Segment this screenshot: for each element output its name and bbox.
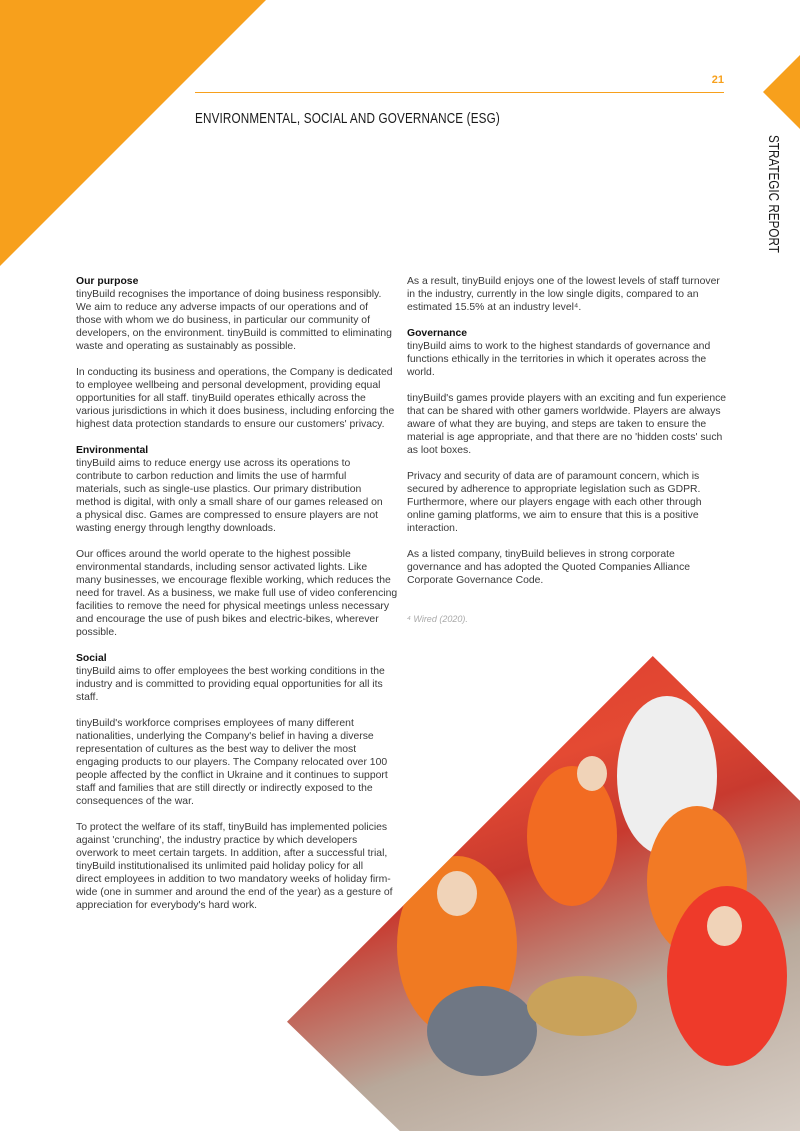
paragraph [76, 366, 406, 431]
paragraph [407, 340, 737, 379]
paragraph [407, 548, 737, 587]
paragraph [76, 665, 406, 704]
text-line: staff and families that are still directly or indirectly exposed to the [76, 783, 373, 794]
paragraph [76, 821, 406, 912]
text-line: staff. [76, 692, 99, 703]
text-line: to employee wellbeing and personal development, providing equal [76, 380, 381, 391]
paragraph [407, 392, 737, 457]
text-line: method is digital, with only a small share of our games released on [76, 497, 383, 508]
text-line: functions ethically in the territories in which it operates across the [407, 354, 707, 365]
text-line: secured by adherence to appropriate legislation such as GDPR. [407, 484, 701, 495]
text-line: appreciation for everybody's hard work. [76, 900, 258, 911]
text-line: tinyBuild recognises the importance of doing business responsibly. [76, 289, 382, 300]
text-line: We aim to reduce any adverse impacts of our operations and of [76, 302, 369, 313]
right-column [407, 275, 737, 626]
text-line: world. [407, 367, 435, 378]
section-label: STRATEGIC REPORT [765, 135, 782, 253]
heading-social: Social [76, 653, 107, 664]
text-line: wide (one in summer and around the end of the year) as a gesture of [76, 887, 393, 898]
text-line: As a listed company, tinyBuild believes in strong corporate [407, 549, 675, 560]
text-line: representation of cultures as the best way to deliver the most [76, 744, 357, 755]
text-line: Privacy and security of data are of paramount concern, which is [407, 471, 700, 482]
text-line: that can be shared with other gamers worldwide. Players are always [407, 406, 721, 417]
text-line: opportunities for all staff. tinyBuild operates ethically across the [76, 393, 366, 404]
heading-our-purpose: Our purpose [76, 276, 139, 287]
text-line: In conducting its business and operations, the Company is dedicated [76, 367, 393, 378]
left-column [76, 275, 406, 912]
text-line: governance and has adopted the Quoted Companies Alliance [407, 562, 691, 573]
text-line: in the industry, currently in the low single digits, compared to an [407, 289, 699, 300]
text-line: waste and operating as sustainably as possible. [76, 341, 297, 352]
text-line: Corporate Governance Code. [407, 575, 544, 586]
text-line: environmental standards, including sensor activated lights. Like [76, 562, 368, 573]
section-tab-marker [763, 55, 800, 129]
text-line: engaging products to our players. The Company relocated over 100 [76, 757, 388, 768]
footnote: ⁴ Wired (2020). [407, 614, 468, 624]
heading-environmental: Environmental [76, 445, 149, 456]
text-line: possible. [76, 627, 118, 638]
text-line: industry and is committed to providing equal opportunities for all its [76, 679, 383, 690]
text-line: aware of what they are buying, and steps are taken to ensure the [407, 419, 707, 430]
paragraph [407, 470, 737, 535]
text-line: those with whom we do business, in particular our community of [76, 315, 370, 326]
text-line: developers, on the environment. tinyBuild is committed to eliminating [76, 328, 392, 339]
text-line: interaction. [407, 523, 458, 534]
paragraph [76, 457, 406, 535]
text-line: consequences of the war. [76, 796, 194, 807]
text-line: wasting energy through lengthy downloads. [76, 523, 276, 534]
text-line: as loot boxes. [407, 445, 472, 456]
text-line: tinyBuild institutionalised its unlimited paid holiday policy for all [76, 861, 364, 872]
text-line: many businesses, we encourage flexible working, which reduces the [76, 575, 391, 586]
text-line: nationalities, underlying the Company's belief in having a diverse [76, 731, 374, 742]
paragraph [76, 717, 406, 808]
text-line: tinyBuild's games provide players with an exciting and fun experience [407, 393, 727, 404]
header-divider [195, 92, 724, 93]
text-line: tinyBuild aims to reduce energy use across its operations to [76, 458, 351, 469]
text-line: direct employees in addition to two mandatory weeks of holiday firm- [76, 874, 391, 885]
text-line: overwork to meet certain targets. In addition, after a successful trial, [76, 848, 388, 859]
text-line: tinyBuild aims to offer employees the best working conditions in the [76, 666, 385, 677]
text-line: online gaming platforms, we aim to ensure that this is a positive [407, 510, 699, 521]
page-number: 21 [711, 74, 724, 86]
paragraph [76, 288, 406, 353]
text-line: tinyBuild's workforce comprises employees of many different [76, 718, 354, 729]
text-line: facilities to remove the need for physical meetings unless necessary [76, 601, 390, 612]
text-line: Our offices around the world operate to the highest possible [76, 549, 351, 560]
page-title: ENVIRONMENTAL, SOCIAL AND GOVERNANCE (ESG) [195, 110, 500, 127]
corner-decoration [0, 0, 266, 266]
text-line: materials, such as single-use plastics. Our primary distribution [76, 484, 362, 495]
text-line: To protect the welfare of its staff, tinyBuild has implemented policies [76, 822, 388, 833]
text-line: need for travel. As a business, we make full use of video conferencing [76, 588, 398, 599]
text-line: contribute to carbon reduction and limits the use of harmful [76, 471, 347, 482]
text-line: As a result, tinyBuild enjoys one of the lowest levels of staff turnover [407, 276, 720, 287]
text-line: material is age appropriate, and that there are no 'hidden costs' such [407, 432, 723, 443]
paragraph [407, 275, 737, 314]
text-line: against 'crunching', the industry practice by which developers [76, 835, 358, 846]
text-line: estimated 15.5% at an industry level⁴. [407, 302, 582, 313]
text-line: Furthermore, where our players engage with each other through [407, 497, 702, 508]
text-line: and encourage the use of push bikes and electric-bikes, wherever [76, 614, 379, 625]
heading-governance: Governance [407, 328, 468, 339]
text-line: highest data protection standards to ensure our customers' privacy. [76, 419, 385, 430]
text-line: various jurisdictions in which it does business, including enforcing the [76, 406, 395, 417]
paragraph [76, 548, 406, 639]
text-line: tinyBuild aims to work to the highest standards of governance and [407, 341, 711, 352]
text-line: a physical disc. Games are compressed to ensure players are not [76, 510, 379, 521]
text-line: people affected by the conflict in Ukraine and it continues to support [76, 770, 388, 781]
